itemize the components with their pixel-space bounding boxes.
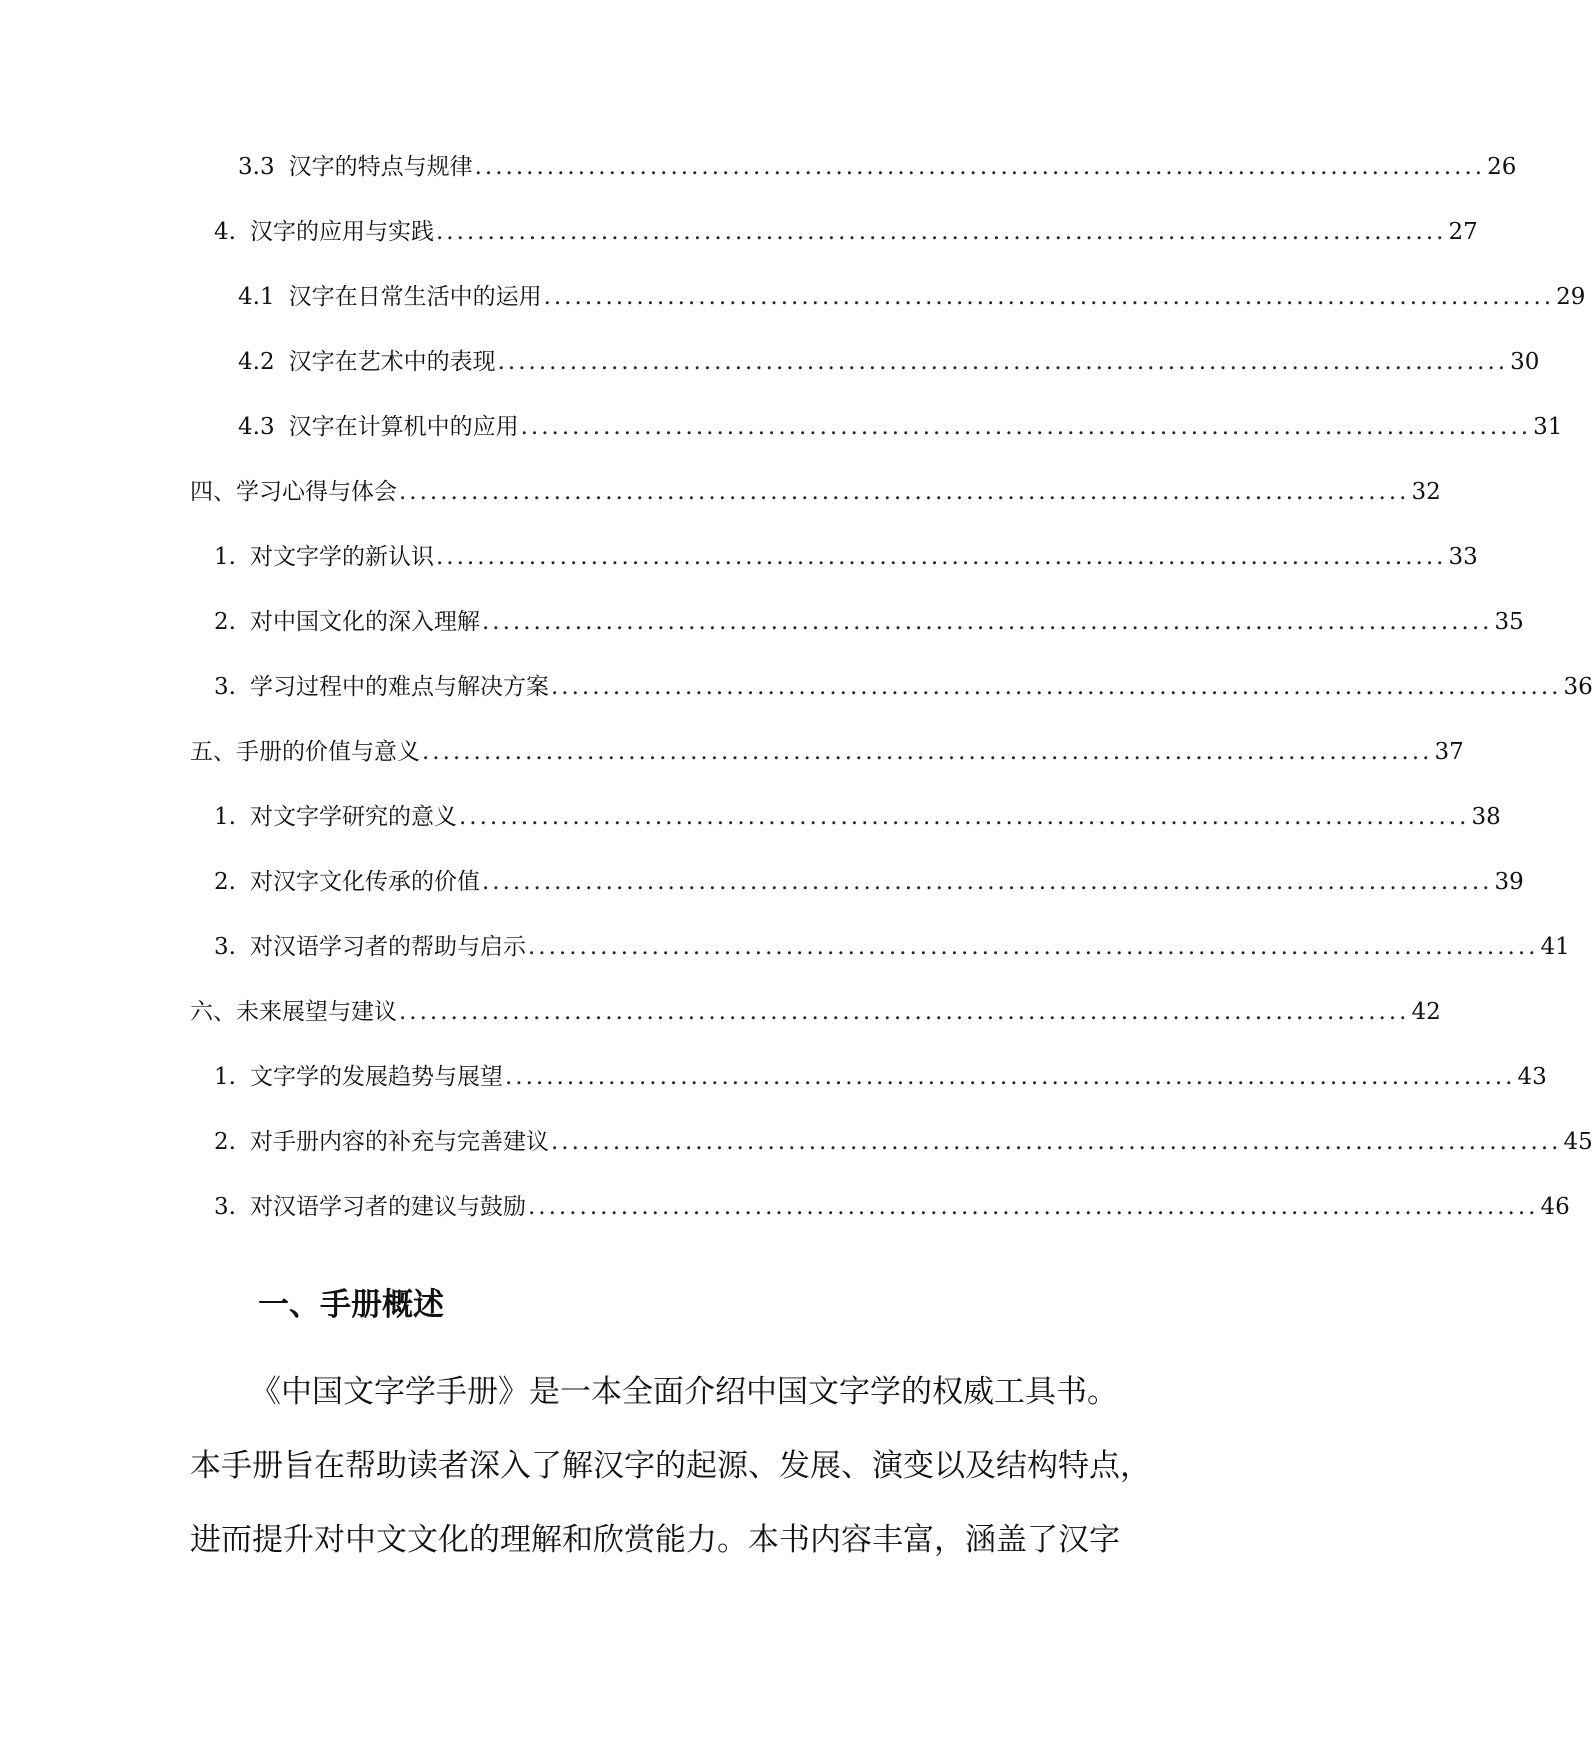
toc-dot-leader: ..................................................................................................	[550, 674, 1562, 700]
toc-number: 3.3	[238, 154, 275, 180]
toc-number: 4.1	[238, 284, 275, 310]
toc-title: 汉字的应用与实践	[249, 219, 434, 245]
toc-dot-leader: ..................................................................................................	[435, 544, 1447, 570]
toc-dot-leader: ..................................................................................................	[399, 999, 1410, 1025]
body-text-line: 本手册旨在帮助读者深入了解汉字的起源、发展、演变以及结构特点，	[190, 1448, 1151, 1484]
toc-title: 文字学的发展趋势与展望	[249, 1064, 503, 1090]
toc-page-number: 42	[1411, 999, 1441, 1025]
toc-title: 六、未来展望与建议	[190, 999, 397, 1025]
toc-title: 汉字在艺术中的表现	[288, 349, 496, 375]
toc-number: 1.	[214, 544, 236, 570]
toc-title: 对手册内容的补充与完善建议	[249, 1129, 549, 1155]
toc-entry[interactable]	[190, 737, 1464, 767]
body-text-line: 进而提升对中文文化的理解和欣赏能力。本书内容丰富，涵盖了汉字	[190, 1522, 1120, 1558]
toc-number: 2.	[214, 869, 236, 895]
toc-title: 对汉语学习者的帮助与启示	[249, 934, 526, 960]
toc-page-number: 32	[1411, 479, 1441, 505]
toc-page-number: 33	[1448, 544, 1478, 570]
toc-title: 对文字学研究的意义	[249, 804, 457, 830]
toc-page-number: 46	[1540, 1194, 1570, 1220]
toc-title: 五、手册的价值与意义	[190, 739, 420, 765]
toc-dot-leader: ..................................................................................................	[527, 934, 1539, 960]
toc-number: 4.	[214, 219, 236, 245]
toc-entry[interactable]	[214, 867, 1524, 897]
toc-number: 2.	[214, 609, 236, 635]
toc-entry[interactable]	[214, 607, 1524, 637]
toc-title: 汉字在计算机中的应用	[288, 414, 519, 440]
toc-entry[interactable]	[238, 282, 1586, 312]
toc-title: 对汉字文化传承的价值	[249, 869, 480, 895]
toc-page-number: 45	[1563, 1129, 1593, 1155]
toc-number: 1.	[214, 1064, 236, 1090]
toc-entry[interactable]	[238, 152, 1517, 182]
toc-entry[interactable]	[214, 802, 1501, 832]
toc-dot-leader: ..................................................................................................	[399, 479, 1410, 505]
toc-entry[interactable]	[214, 542, 1478, 572]
toc-number: 3.	[214, 934, 236, 960]
toc-dot-leader: ..................................................................................................	[543, 284, 1555, 310]
toc-number: 3.	[214, 1194, 236, 1220]
toc-dot-leader: ..................................................................................................	[550, 1129, 1562, 1155]
toc-page-number: 35	[1494, 609, 1524, 635]
toc-page-number: 39	[1494, 869, 1524, 895]
toc-entry[interactable]	[214, 1062, 1547, 1092]
toc-entry[interactable]	[238, 347, 1540, 377]
toc-dot-leader: ..................................................................................................	[504, 1064, 1516, 1090]
toc-dot-leader: ..................................................................................................	[497, 349, 1509, 375]
toc-page-number: 41	[1540, 934, 1570, 960]
toc-page-number: 30	[1510, 349, 1540, 375]
toc-title: 汉字在日常生活中的运用	[288, 284, 542, 310]
toc-page-number: 27	[1448, 219, 1478, 245]
toc-dot-leader: ..................................................................................................	[458, 804, 1470, 830]
toc-dot-leader: ..................................................................................................	[527, 1194, 1539, 1220]
toc-page-number: 31	[1533, 414, 1563, 440]
toc-title: 对文字学的新认识	[249, 544, 434, 570]
toc-page-number: 37	[1434, 739, 1464, 765]
toc-title: 汉字的特点与规律	[288, 154, 473, 180]
toc-dot-leader: ..................................................................................................	[422, 739, 1433, 765]
toc-number: 4.3	[238, 414, 275, 440]
toc-entry[interactable]	[190, 477, 1441, 507]
toc-dot-leader: ..................................................................................................	[481, 609, 1493, 635]
toc-dot-leader: ..................................................................................................	[474, 154, 1486, 180]
toc-entry[interactable]	[214, 1127, 1593, 1157]
toc-entry[interactable]	[214, 672, 1593, 702]
toc-page-number: 26	[1487, 154, 1517, 180]
toc-title: 对中国文化的深入理解	[249, 609, 480, 635]
toc-entry[interactable]	[238, 412, 1563, 442]
toc-dot-leader: ..................................................................................................	[435, 219, 1447, 245]
toc-dot-leader: ..................................................................................................	[520, 414, 1532, 440]
toc-title: 对汉语学习者的建议与鼓励	[249, 1194, 526, 1220]
toc-number: 4.2	[238, 349, 275, 375]
body-text-line: 《中国文字学手册》是一本全面介绍中国文字学的权威工具书。	[250, 1374, 1118, 1410]
toc-entry[interactable]	[214, 1192, 1570, 1222]
section-heading: 一、手册概述	[258, 1287, 444, 1323]
toc-page-number: 36	[1563, 674, 1593, 700]
toc-page-number: 29	[1556, 284, 1586, 310]
toc-number: 1.	[214, 804, 236, 830]
toc-entry[interactable]	[214, 932, 1570, 962]
toc-entry[interactable]	[214, 217, 1478, 247]
toc-page-number: 43	[1517, 1064, 1547, 1090]
toc-title: 四、学习心得与体会	[190, 479, 397, 505]
toc-number: 2.	[214, 1129, 236, 1155]
toc-dot-leader: ..................................................................................................	[481, 869, 1493, 895]
toc-number: 3.	[214, 674, 236, 700]
toc-title: 学习过程中的难点与解决方案	[249, 674, 549, 700]
toc-entry[interactable]	[190, 997, 1441, 1027]
toc-page-number: 38	[1471, 804, 1501, 830]
